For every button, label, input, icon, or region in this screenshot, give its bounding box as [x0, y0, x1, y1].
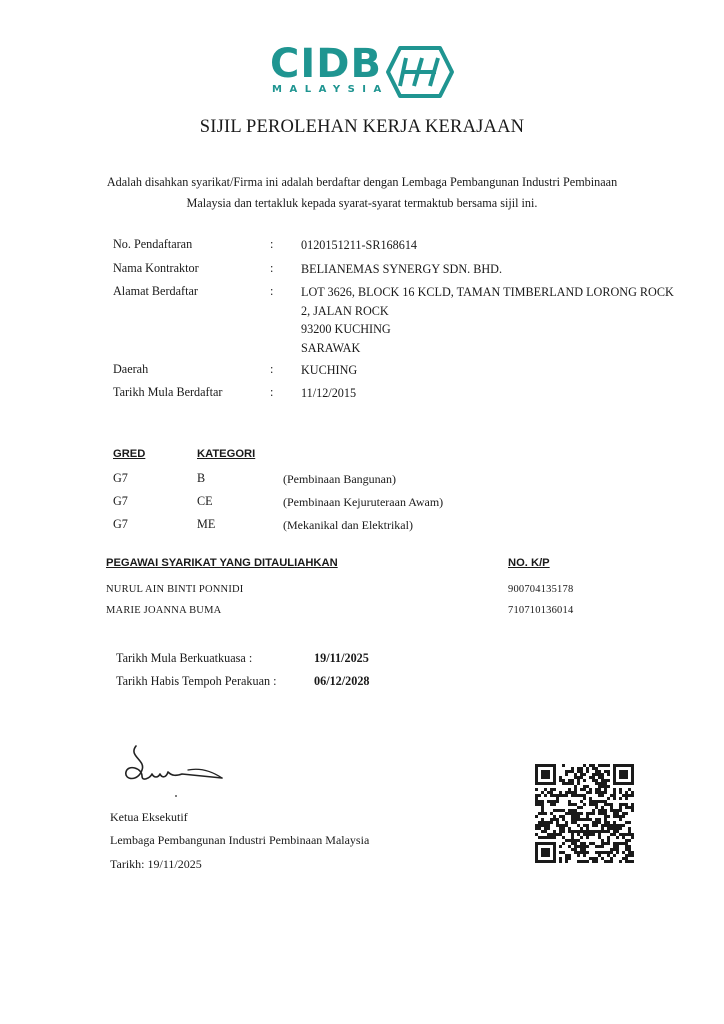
signatory-position: Ketua Eksekutif	[110, 810, 188, 824]
address-line: SARAWAK	[301, 340, 361, 355]
district-value: KUCHING	[301, 363, 358, 377]
category-cell: B	[197, 471, 206, 485]
kp-header: NO. K/P	[508, 557, 550, 569]
qr-modules	[535, 764, 634, 863]
officers-header: PEGAWAI SYARIKAT YANG DITAULIAHKAN	[106, 557, 338, 569]
cidb-logo-icon	[384, 44, 456, 100]
colon: :	[270, 284, 274, 298]
grade-header: GRED	[113, 448, 146, 460]
colon: :	[270, 261, 274, 275]
signatory-org: Lembaga Pembangunan Industri Pembinaan Malaysia	[110, 833, 370, 847]
address-line: 2, JALAN ROCK	[301, 303, 389, 318]
effective-date-label: Tarikh Mula Berkuatkuasa :	[116, 651, 253, 665]
intro-line-1: Adalah disahkan syarikat/Firma ini adalah berdaftar dengan Lembaga Pembangunan Industri Pembinaan	[106, 175, 618, 189]
officer-kp: 900704135178	[508, 584, 574, 595]
category-header: KATEGORI	[197, 448, 256, 460]
qr-code-icon[interactable]	[535, 764, 634, 863]
logo-wordmark: CIDB	[270, 41, 382, 87]
category-cell: CE	[197, 494, 213, 508]
start-reg-label: Tarikh Mula Berdaftar	[113, 385, 223, 399]
officer-kp: 710710136014	[508, 605, 574, 616]
colon: :	[270, 237, 274, 251]
category-desc: (Pembinaan Bangunan)	[283, 472, 396, 486]
intro-paragraph	[80, 172, 644, 214]
expiry-date-label: Tarikh Habis Tempoh Perakuan :	[116, 674, 277, 688]
grade-cell: G7	[113, 471, 128, 485]
address-label: Alamat Berdaftar	[113, 284, 198, 298]
address-line: LOT 3626, BLOCK 16 KCLD, TAMAN TIMBERLAND LORONG ROCK	[301, 285, 674, 299]
address-line: 93200 KUCHING	[301, 322, 391, 336]
address-block	[301, 283, 674, 357]
expiry-date-value: 06/12/2028	[314, 674, 370, 688]
officer-name: MARIE JOANNA BUMA	[106, 605, 222, 616]
intro-line-2: Malaysia dan tertakluk kepada syarat-syarat termaktub bersama sijil ini.	[186, 196, 538, 210]
district-label: Daerah	[113, 362, 149, 376]
category-cell: ME	[197, 517, 216, 531]
logo-subtitle: MALAYSIA	[272, 84, 389, 95]
start-reg-value: 11/12/2015	[301, 386, 357, 400]
signature-date: Tarikh: 19/11/2025	[110, 857, 202, 871]
signature-icon	[118, 738, 230, 802]
effective-date-value: 19/11/2025	[314, 651, 369, 665]
category-desc: (Mekanikal dan Elektrikal)	[283, 518, 413, 532]
reg-value: 0120151211-SR168614	[301, 238, 418, 252]
name-label: Nama Kontraktor	[113, 261, 199, 275]
colon: :	[270, 362, 274, 376]
reg-label: No. Pendaftaran	[113, 237, 193, 251]
contractor-name: BELIANEMAS SYNERGY SDN. BHD.	[301, 262, 502, 276]
certificate-title: SIJIL PEROLEHAN KERJA KERAJAAN	[199, 117, 525, 137]
officer-name: NURUL AIN BINTI PONNIDI	[106, 584, 244, 595]
colon: :	[270, 385, 274, 399]
grade-cell: G7	[113, 494, 128, 508]
grade-cell: G7	[113, 517, 128, 531]
category-desc: (Pembinaan Kejuruteraan Awam)	[283, 495, 444, 509]
